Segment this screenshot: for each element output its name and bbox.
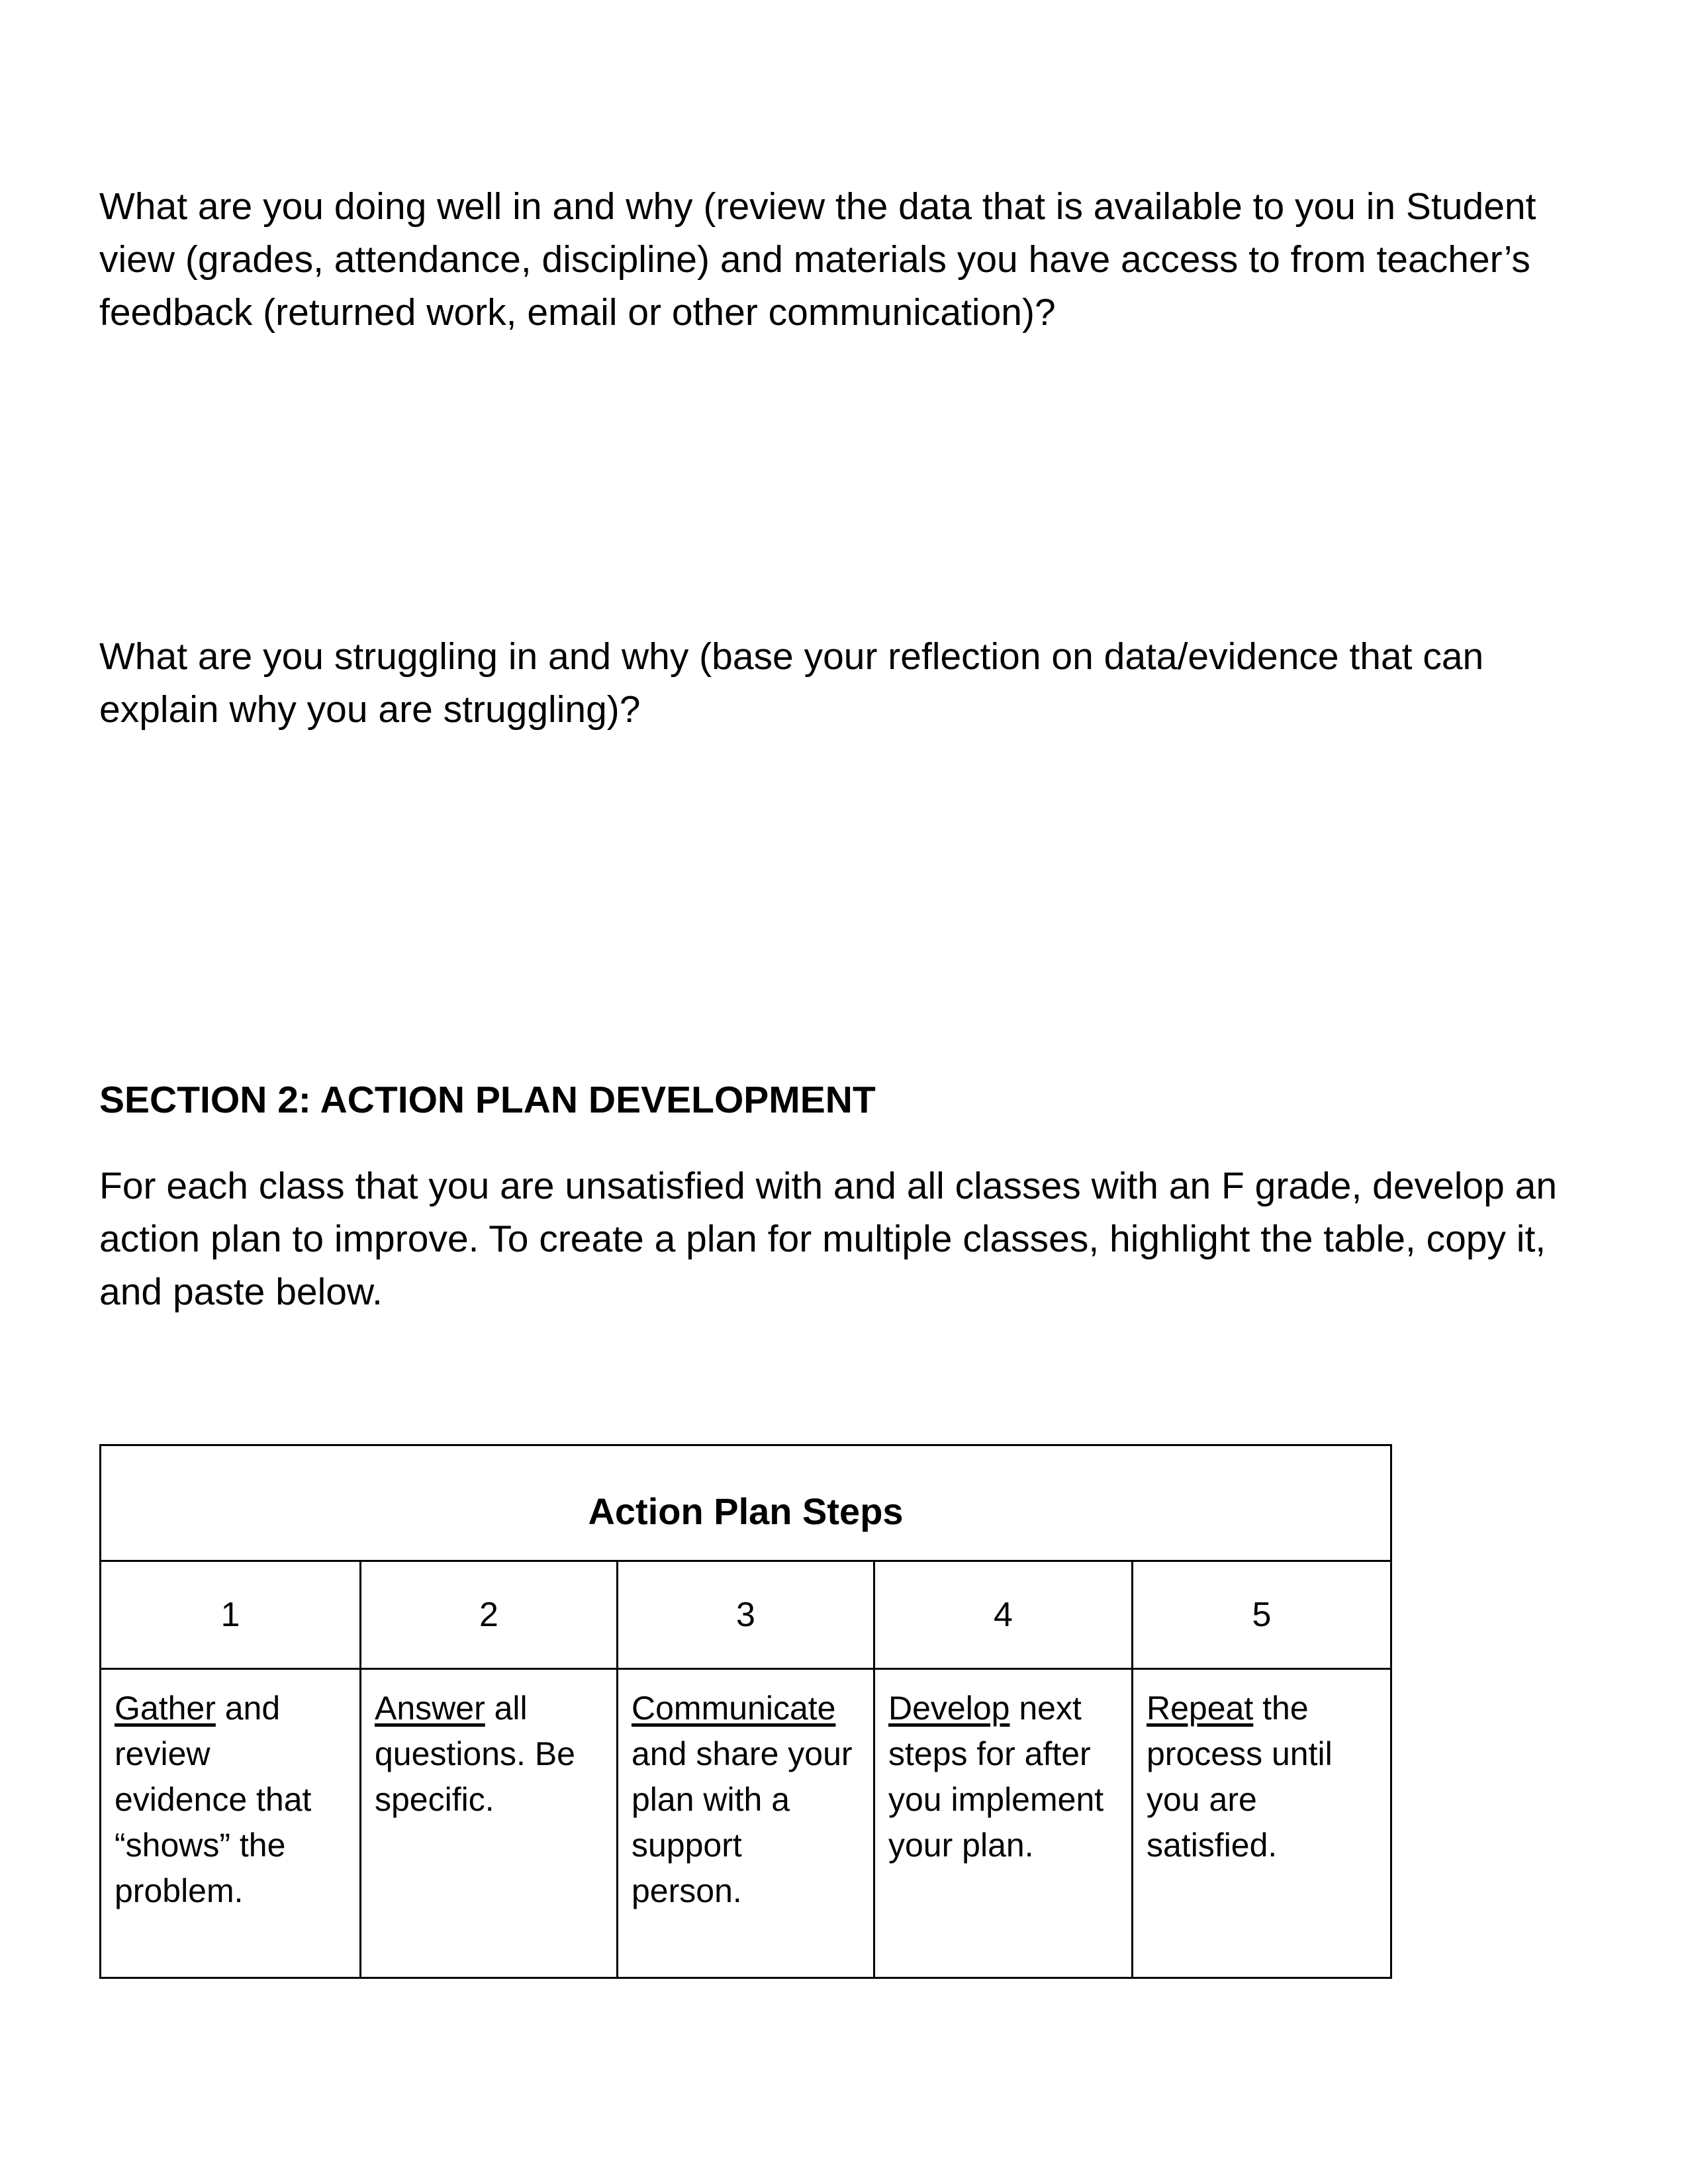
step-text-2: all questions. Be specific.	[375, 1690, 575, 1818]
step-text-1: and review evidence that “shows” the problem.	[115, 1690, 312, 1909]
step-number-5: 5	[1133, 1561, 1391, 1669]
question-struggling: What are you struggling in and why (base your reflection on data/evidence that can explain why you are struggling)?	[99, 635, 1484, 731]
step-verb-answer: Answer	[375, 1690, 485, 1727]
step-verb-gather: Gather	[115, 1690, 216, 1727]
step-verb-repeat: Repeat	[1147, 1690, 1254, 1727]
step-description-5	[1133, 1669, 1391, 1978]
section-2-instructions: For each class that you are unsatisfied with and all classes with an F grade, develop an action plan to improve. To create a plan for multiple classes, highlight the table, copy it, and paste below.	[99, 1165, 1558, 1313]
step-text-4: next steps for after you implement your plan.	[888, 1690, 1104, 1864]
step-number-4: 4	[874, 1561, 1133, 1669]
step-description-1	[101, 1669, 361, 1978]
step-number-row	[101, 1561, 1391, 1669]
question-doing-well: What are you doing well in and why (review the data that is available to you in Student view (grades, attendance, discipline) and materials you have access to from teacher’s feedback (returned work, email or other communication)?	[99, 185, 1536, 334]
step-verb-communicate: Communicate	[632, 1690, 836, 1727]
action-plan-table	[99, 1444, 1392, 1979]
action-plan-title-cell	[101, 1445, 1391, 1561]
step-verb-develop: Develop	[888, 1690, 1010, 1727]
step-text-3: and share your plan with a support person.	[632, 1735, 853, 1909]
step-description-3	[618, 1669, 874, 1978]
section-2-heading: SECTION 2: ACTION PLAN DEVELOPMENT	[99, 1079, 876, 1121]
step-number-3: 3	[618, 1561, 874, 1669]
action-plan-title-row	[101, 1445, 1391, 1561]
step-number-2: 2	[361, 1561, 618, 1669]
step-description-4	[874, 1669, 1133, 1978]
step-description-2	[361, 1669, 618, 1978]
action-plan-title: Action Plan Steps	[588, 1490, 904, 1532]
step-number-1: 1	[101, 1561, 361, 1669]
step-text-5: the process until you are satisfied.	[1147, 1690, 1333, 1864]
step-description-row	[101, 1669, 1391, 1978]
